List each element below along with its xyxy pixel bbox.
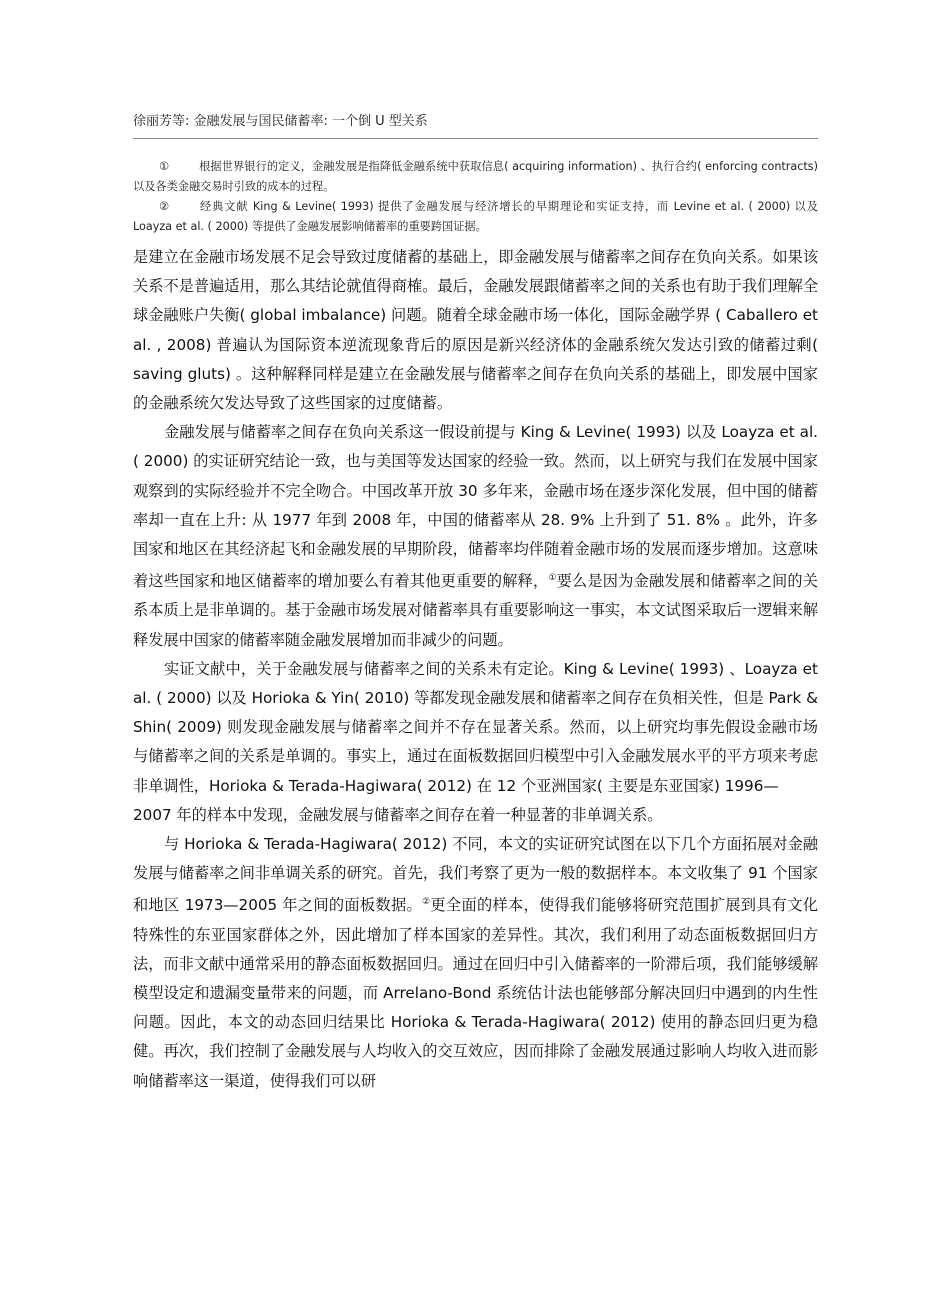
paragraph-text: 更全面的样本，使得我们能够将研究范围扩展到具有文化特殊性的东亚国家群体之外，因此增加了样本国家的差异性。其次，我们利用了动态面板数据回归方法，而非文献中通常采用的静态面板数据回归。通过在回归中引入储蓄率的一阶滞后项，我们能够缓解模型设定和遗漏变量带来的问题，而 Arrelano-Bond 系统估计法也能够部分解决回归中遇到的内生性问题。因此，本文的动态回归结果比 Horioka & Terada-Hagiwara( 2012) 使用的静态回归更为稳健。再次，我们控制了金融发展与人均收入的交互效应，因而排除了金融发展通过影响人均收入进而影响储蓄率这一渠道，使得我们可以研: [133, 896, 818, 1090]
paragraph-text: 是建立在金融市场发展不足会导致过度储蓄的基础上，即金融发展与储蓄率之间存在负向关系。如果该关系不是普遍适用，那么其结论就值得商榷。最后，金融发展跟储蓄率之间的关系也有助于我们理解全球金融账户失衡( global imbalance) 问题。随着全球金融市场一体化，国际金融学界 ( Caballero et al. , 2008) 普遍认为国际资本逆流现象背后的原因是新兴经济体的金融系统欠发达引致的储蓄过剩( saving gluts) 。这种解释同样是建立在金融发展与储蓄率之间存在负向关系的基础上，即发展中国家的金融系统欠发达导致了这些国家的过度储蓄。: [133, 248, 818, 413]
footnote-reference[interactable]: ②: [422, 897, 431, 908]
paragraph-1: [133, 243, 818, 418]
header-divider: [133, 138, 818, 139]
footnote-marker: ①: [159, 160, 170, 173]
paragraph-text: 实证文献中，关于金融发展与储蓄率之间的关系未有定论。King & Levine( 1993) 、Loayza et al. ( 2000) 以及 Horioka & Yin( 2010) 等都发现金融发展和储蓄率之间存在负相关性，但是 Park & Shin( 2009) 则发现金融发展与储蓄率之间并不存在显著关系。然而，以上研究均事先假设金融市场与储蓄率之间的关系是单调的。事实上，通过在面板数据回归模型中引入金融发展水平的平方项来考虑非单调性，Horioka & Terada-Hagiwara( 2012) 在 12 个亚洲国家( 主要是东亚国家) 1996—: [133, 659, 818, 795]
footnote-reference[interactable]: ①: [548, 573, 557, 584]
paragraph-text: 与 Horioka & Terada-Hagiwara( 2012) 不同，本文的实证研究试图在以下几个方面拓展对金融发展与储蓄率之间非单调关系的研究。首先，我们考察了更为一般的数据样本。本文收集了 91 个国家和地区 1973—2005 年之间的面板数据。: [133, 835, 818, 915]
paragraph-2: [133, 418, 818, 655]
footnote-2: [133, 197, 818, 237]
paragraph-3: [133, 655, 818, 801]
body-text: [133, 243, 818, 1096]
paragraph-3-continuation: [133, 801, 818, 830]
paragraph-text: 金融发展与储蓄率之间存在负向关系这一假设前提与 King & Levine( 1993) 以及 Loayza et al. ( 2000) 的实证研究结论一致，也与美国等发达国家的经验一致。然而，以上研究与我们在发展中国家观察到的实际经验并不完全吻合。中国改革开放 30 多年来，金融市场在逐步深化发展，但中国的储蓄率却一直在上升: 从 1977 年到 2008 年，中国的储蓄率从 28. 9% 上升到了 51. 8% 。此外，许多国家和地区在其经济起飞和金融发展的早期阶段，储蓄率均伴随着金融市场的发展而逐步增加。这意味着这些国家和地区储蓄率的增加要么有着其他更重要的解释，: [133, 423, 818, 591]
footnote-1: [133, 157, 818, 197]
footnotes: [133, 157, 818, 237]
footnote-text: 根据世界银行的定义，金融发展是指降低金融系统中获取信息( acquiring information) 、执行合约( enforcing contracts) 以及各类金融交易时引致的成本的过程。: [133, 160, 818, 193]
paragraph-4: [133, 830, 818, 1096]
paragraph-text: 2007 年的样本中发现，金融发展与储蓄率之间存在着一种显著的非单调关系。: [133, 805, 663, 824]
footnote-text: 经典文献 King & Levine( 1993) 提供了金融发展与经济增长的早期理论和实证支持，而 Levine et al. ( 2000) 以及 Loayza et al. ( 2000) 等提供了金融发展影响储蓄率的重要跨国证据。: [133, 200, 818, 233]
paragraph-text: 要么是因为金融发展和储蓄率之间的关系本质上是非单调的。基于金融市场发展对储蓄率具有重要影响这一事实，本文试图采取后一逻辑来解释发展中国家的储蓄率随金融发展增加而非减少的问题。: [133, 572, 818, 649]
footnote-marker: ②: [159, 200, 170, 213]
running-header-title: 徐丽芳等: 金融发展与国民储蓄率: 一个倒 U 型关系: [133, 114, 428, 129]
